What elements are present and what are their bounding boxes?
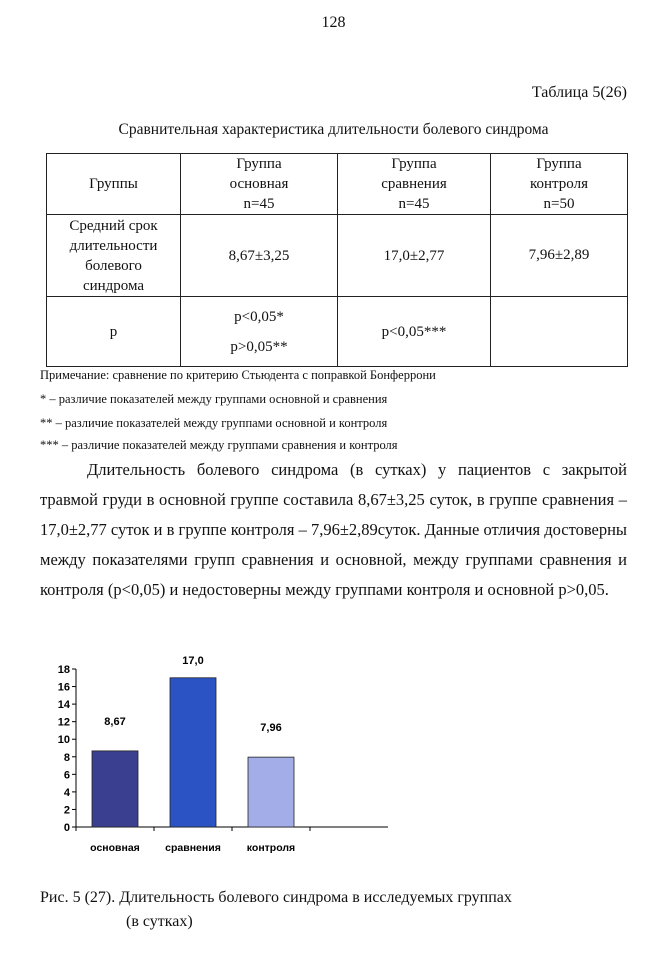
figure-caption-line1: Рис. 5 (27). Длительность болевого синдрома в исследуемых группах <box>40 889 512 906</box>
table-header-row <box>47 154 628 215</box>
y-tick-label: 18 <box>57 664 70 676</box>
cell-p-main: p<0,05* p>0,05** <box>181 297 338 367</box>
data-label: 17,0 <box>182 654 204 667</box>
y-tick-label: 6 <box>63 769 70 782</box>
header-comparison-group: Группа сравнения n=45 <box>338 154 491 215</box>
bar-сравнения <box>170 678 216 827</box>
table-row-p <box>47 297 628 367</box>
data-label: 7,96 <box>260 722 282 735</box>
cell-p-comparison: p<0,05*** <box>338 297 491 367</box>
y-tick-label: 8 <box>63 751 70 764</box>
page-number: 128 <box>321 14 346 31</box>
table-note: * – различие показателей между группами основной и сравнения <box>40 392 388 406</box>
x-category-label: сравнения <box>165 842 221 854</box>
bar-основная <box>92 751 138 827</box>
cell-p-control <box>491 297 628 367</box>
table-caption: Сравнительная характеристика длительности болевого синдрома <box>118 121 549 138</box>
y-tick-label: 2 <box>63 804 70 817</box>
table-note: *** – различие показателей между группами сравнения и контроля <box>40 438 398 452</box>
y-tick-label: 14 <box>57 699 70 712</box>
cell-mean-main: 8,67±3,25 <box>181 215 338 297</box>
bar-chart <box>40 650 400 865</box>
cell-mean-comparison: 17,0±2,77 <box>338 215 491 297</box>
table-row-mean <box>47 215 628 297</box>
y-tick-label: 0 <box>63 822 70 834</box>
x-category-label: контроля <box>246 842 296 854</box>
y-tick-label: 4 <box>63 786 70 799</box>
figure-caption-line2: (в сутках) <box>126 913 193 930</box>
y-tick-label: 12 <box>57 716 70 729</box>
bar-контроля <box>248 757 294 827</box>
table-note: Примечание: сравнение по критерию Стьюдента с поправкой Бонферрони <box>40 368 436 382</box>
cell-mean-control: 7,96±2,89 <box>491 215 628 297</box>
table-number: Таблица 5(26) <box>531 84 627 101</box>
figure-caption <box>40 886 512 934</box>
x-category-label: основная <box>90 842 140 854</box>
table-note: ** – различие показателей между группами основной и контроля <box>40 416 388 430</box>
header-control-group: Группа контроля n=50 <box>491 154 628 215</box>
y-tick-label: 10 <box>57 734 70 747</box>
row-label-p: p <box>47 297 181 367</box>
header-main-group: Группа основная n=45 <box>181 154 338 215</box>
row-label-mean: Средний срок длительности болевого синдрома <box>47 215 181 297</box>
data-label: 8,67 <box>104 715 126 728</box>
body-paragraph: Длительность болевого синдрома (в сутках) у пациентов с закрытой травмой груди в основной группе составила 8,67±3,25 суток, в группе сравнения – 17,0±2,77 суток и в группе контроля – 7,96±2,89суток. Данные отличия достоверны между показателями групп сравнения и основной, между группами сравнения и контроля (p<0,05) и недостоверны между группами контроля и основной p>0,05. <box>40 460 627 599</box>
y-tick-label: 16 <box>57 681 70 694</box>
comparison-table <box>46 153 628 367</box>
header-groups: Группы <box>47 154 181 215</box>
